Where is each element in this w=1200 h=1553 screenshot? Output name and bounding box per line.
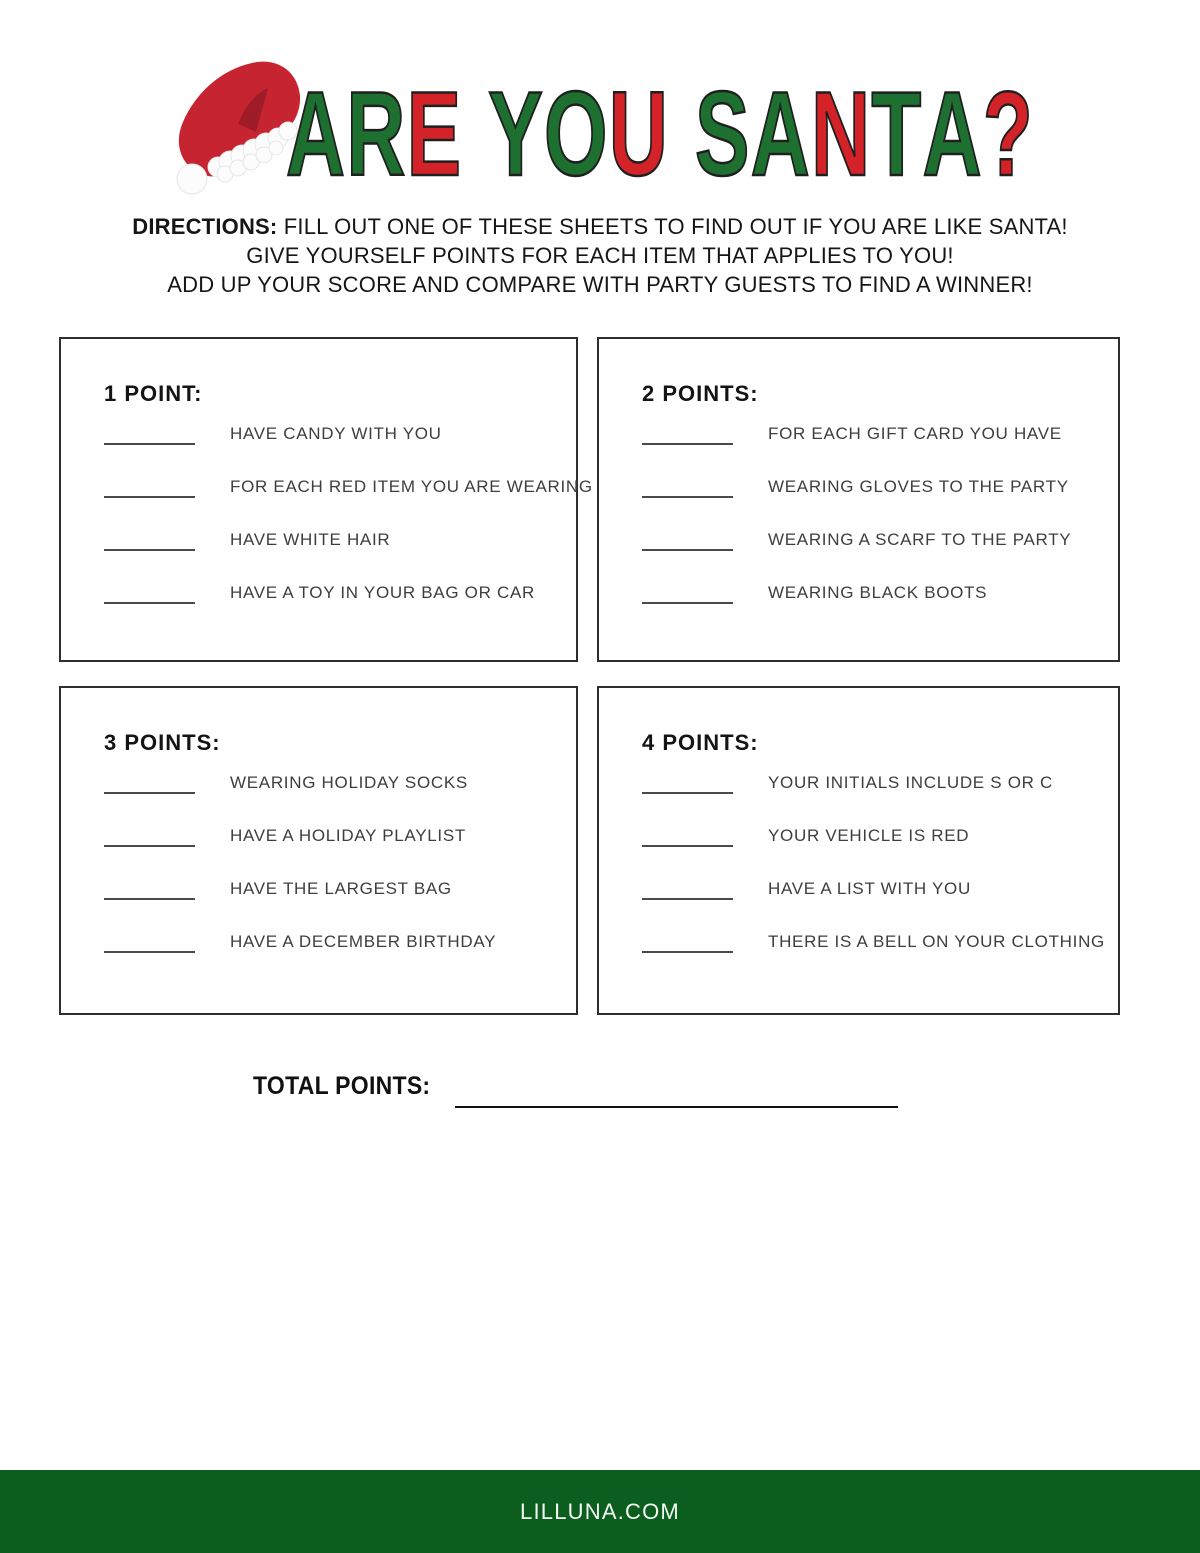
footer-bar bbox=[0, 1470, 1200, 1553]
points-blank-line[interactable] bbox=[642, 425, 733, 445]
points-blank-line[interactable] bbox=[104, 584, 195, 604]
score-item-label: HAVE A HOLIDAY PLAYLIST bbox=[230, 826, 466, 845]
points-box-2 bbox=[597, 337, 1120, 662]
score-item bbox=[104, 929, 496, 953]
title-letters bbox=[273, 66, 1047, 201]
score-item-label: HAVE CANDY WITH YOU bbox=[230, 424, 442, 443]
title-letter: ? bbox=[982, 66, 1035, 201]
score-item bbox=[642, 823, 969, 847]
score-item bbox=[642, 580, 987, 604]
score-item bbox=[104, 876, 452, 900]
directions-line-2: GIVE YOURSELF POINTS FOR EACH ITEM THAT APPLIES TO YOU! bbox=[246, 243, 954, 268]
points-blank-line[interactable] bbox=[104, 478, 195, 498]
points-blank-line[interactable] bbox=[642, 478, 733, 498]
title-letter: R bbox=[346, 66, 407, 201]
points-blank-line[interactable] bbox=[104, 425, 195, 445]
directions-label: DIRECTIONS: bbox=[132, 214, 278, 239]
points-blank-line[interactable] bbox=[642, 880, 733, 900]
points-blank-line[interactable] bbox=[104, 933, 195, 953]
title-letter: S bbox=[694, 66, 751, 201]
score-item bbox=[104, 527, 390, 551]
score-item bbox=[104, 823, 466, 847]
points-box-1 bbox=[59, 337, 593, 662]
title-word bbox=[694, 66, 1035, 201]
points-blank-line[interactable] bbox=[642, 827, 733, 847]
directions-line-1: FILL OUT ONE OF THESE SHEETS TO FIND OUT IF YOU ARE LIKE SANTA! bbox=[283, 214, 1068, 239]
page-title bbox=[285, 66, 1035, 201]
title-letter: A bbox=[750, 66, 812, 201]
points-box-4 bbox=[597, 686, 1120, 1015]
score-item-label: WEARING GLOVES TO THE PARTY bbox=[768, 477, 1069, 496]
points-blank-line[interactable] bbox=[104, 827, 195, 847]
score-item bbox=[104, 421, 442, 445]
points-blank-line[interactable] bbox=[642, 774, 733, 794]
score-item-label: HAVE WHITE HAIR bbox=[230, 530, 391, 549]
footer-site-text: LILLUNA.COM bbox=[520, 1498, 680, 1524]
score-item-label: WEARING BLACK BOOTS bbox=[768, 583, 988, 602]
points-blank-line[interactable] bbox=[642, 531, 733, 551]
score-item-label: FOR EACH RED ITEM YOU ARE WEARING bbox=[230, 477, 593, 496]
points-blank-line[interactable] bbox=[104, 531, 195, 551]
score-item-label: WEARING A SCARF TO THE PARTY bbox=[768, 530, 1072, 549]
score-item bbox=[642, 770, 1053, 794]
score-item bbox=[642, 876, 971, 900]
title-letter: N bbox=[811, 66, 872, 201]
score-item-label: WEARING HOLIDAY SOCKS bbox=[230, 773, 468, 792]
score-item bbox=[642, 421, 1062, 445]
score-item-label: THERE IS A BELL ON YOUR CLOTHING bbox=[768, 932, 1105, 951]
title-letter: O bbox=[543, 66, 609, 201]
title-letter: T bbox=[871, 66, 923, 201]
score-item-label: HAVE A DECEMBER BIRTHDAY bbox=[230, 932, 497, 951]
total-points-label: TOTAL POINTS: bbox=[253, 1072, 431, 1100]
score-item-label: YOUR VEHICLE IS RED bbox=[768, 826, 970, 845]
title-word bbox=[488, 66, 670, 201]
score-item bbox=[642, 474, 1069, 498]
score-item-label: HAVE THE LARGEST BAG bbox=[230, 879, 452, 898]
directions-text bbox=[60, 212, 1140, 299]
score-item bbox=[642, 929, 1105, 953]
title-letter: A bbox=[922, 66, 983, 201]
points-box-2-header: 2 POINTS: bbox=[642, 381, 759, 406]
title-word bbox=[285, 66, 463, 201]
points-box-3-header: 3 POINTS: bbox=[104, 730, 221, 755]
directions-line-3: ADD UP YOUR SCORE AND COMPARE WITH PARTY GUESTS TO FIND A WINNER! bbox=[167, 272, 1033, 297]
points-blank-line[interactable] bbox=[104, 774, 195, 794]
score-item-label: HAVE A TOY IN YOUR BAG OR CAR bbox=[230, 583, 535, 602]
score-item-label: FOR EACH GIFT CARD YOU HAVE bbox=[768, 424, 1062, 443]
title-letter: A bbox=[285, 66, 347, 201]
title-letter: Y bbox=[488, 66, 544, 201]
points-box-3 bbox=[59, 686, 578, 1015]
score-item-label: HAVE A LIST WITH YOU bbox=[768, 879, 971, 898]
total-points-line[interactable] bbox=[455, 1080, 898, 1108]
score-item bbox=[104, 770, 468, 794]
points-box-1-header: 1 POINT: bbox=[104, 381, 203, 406]
score-item bbox=[104, 580, 535, 604]
points-blank-line[interactable] bbox=[642, 584, 733, 604]
score-item bbox=[642, 527, 1071, 551]
title-letter: E bbox=[406, 66, 463, 201]
score-item-label: YOUR INITIALS INCLUDE S OR C bbox=[768, 773, 1054, 792]
points-blank-line[interactable] bbox=[642, 933, 733, 953]
points-box-4-header: 4 POINTS: bbox=[642, 730, 759, 755]
title-letter: U bbox=[608, 66, 670, 201]
points-blank-line[interactable] bbox=[104, 880, 195, 900]
score-item bbox=[104, 474, 593, 498]
